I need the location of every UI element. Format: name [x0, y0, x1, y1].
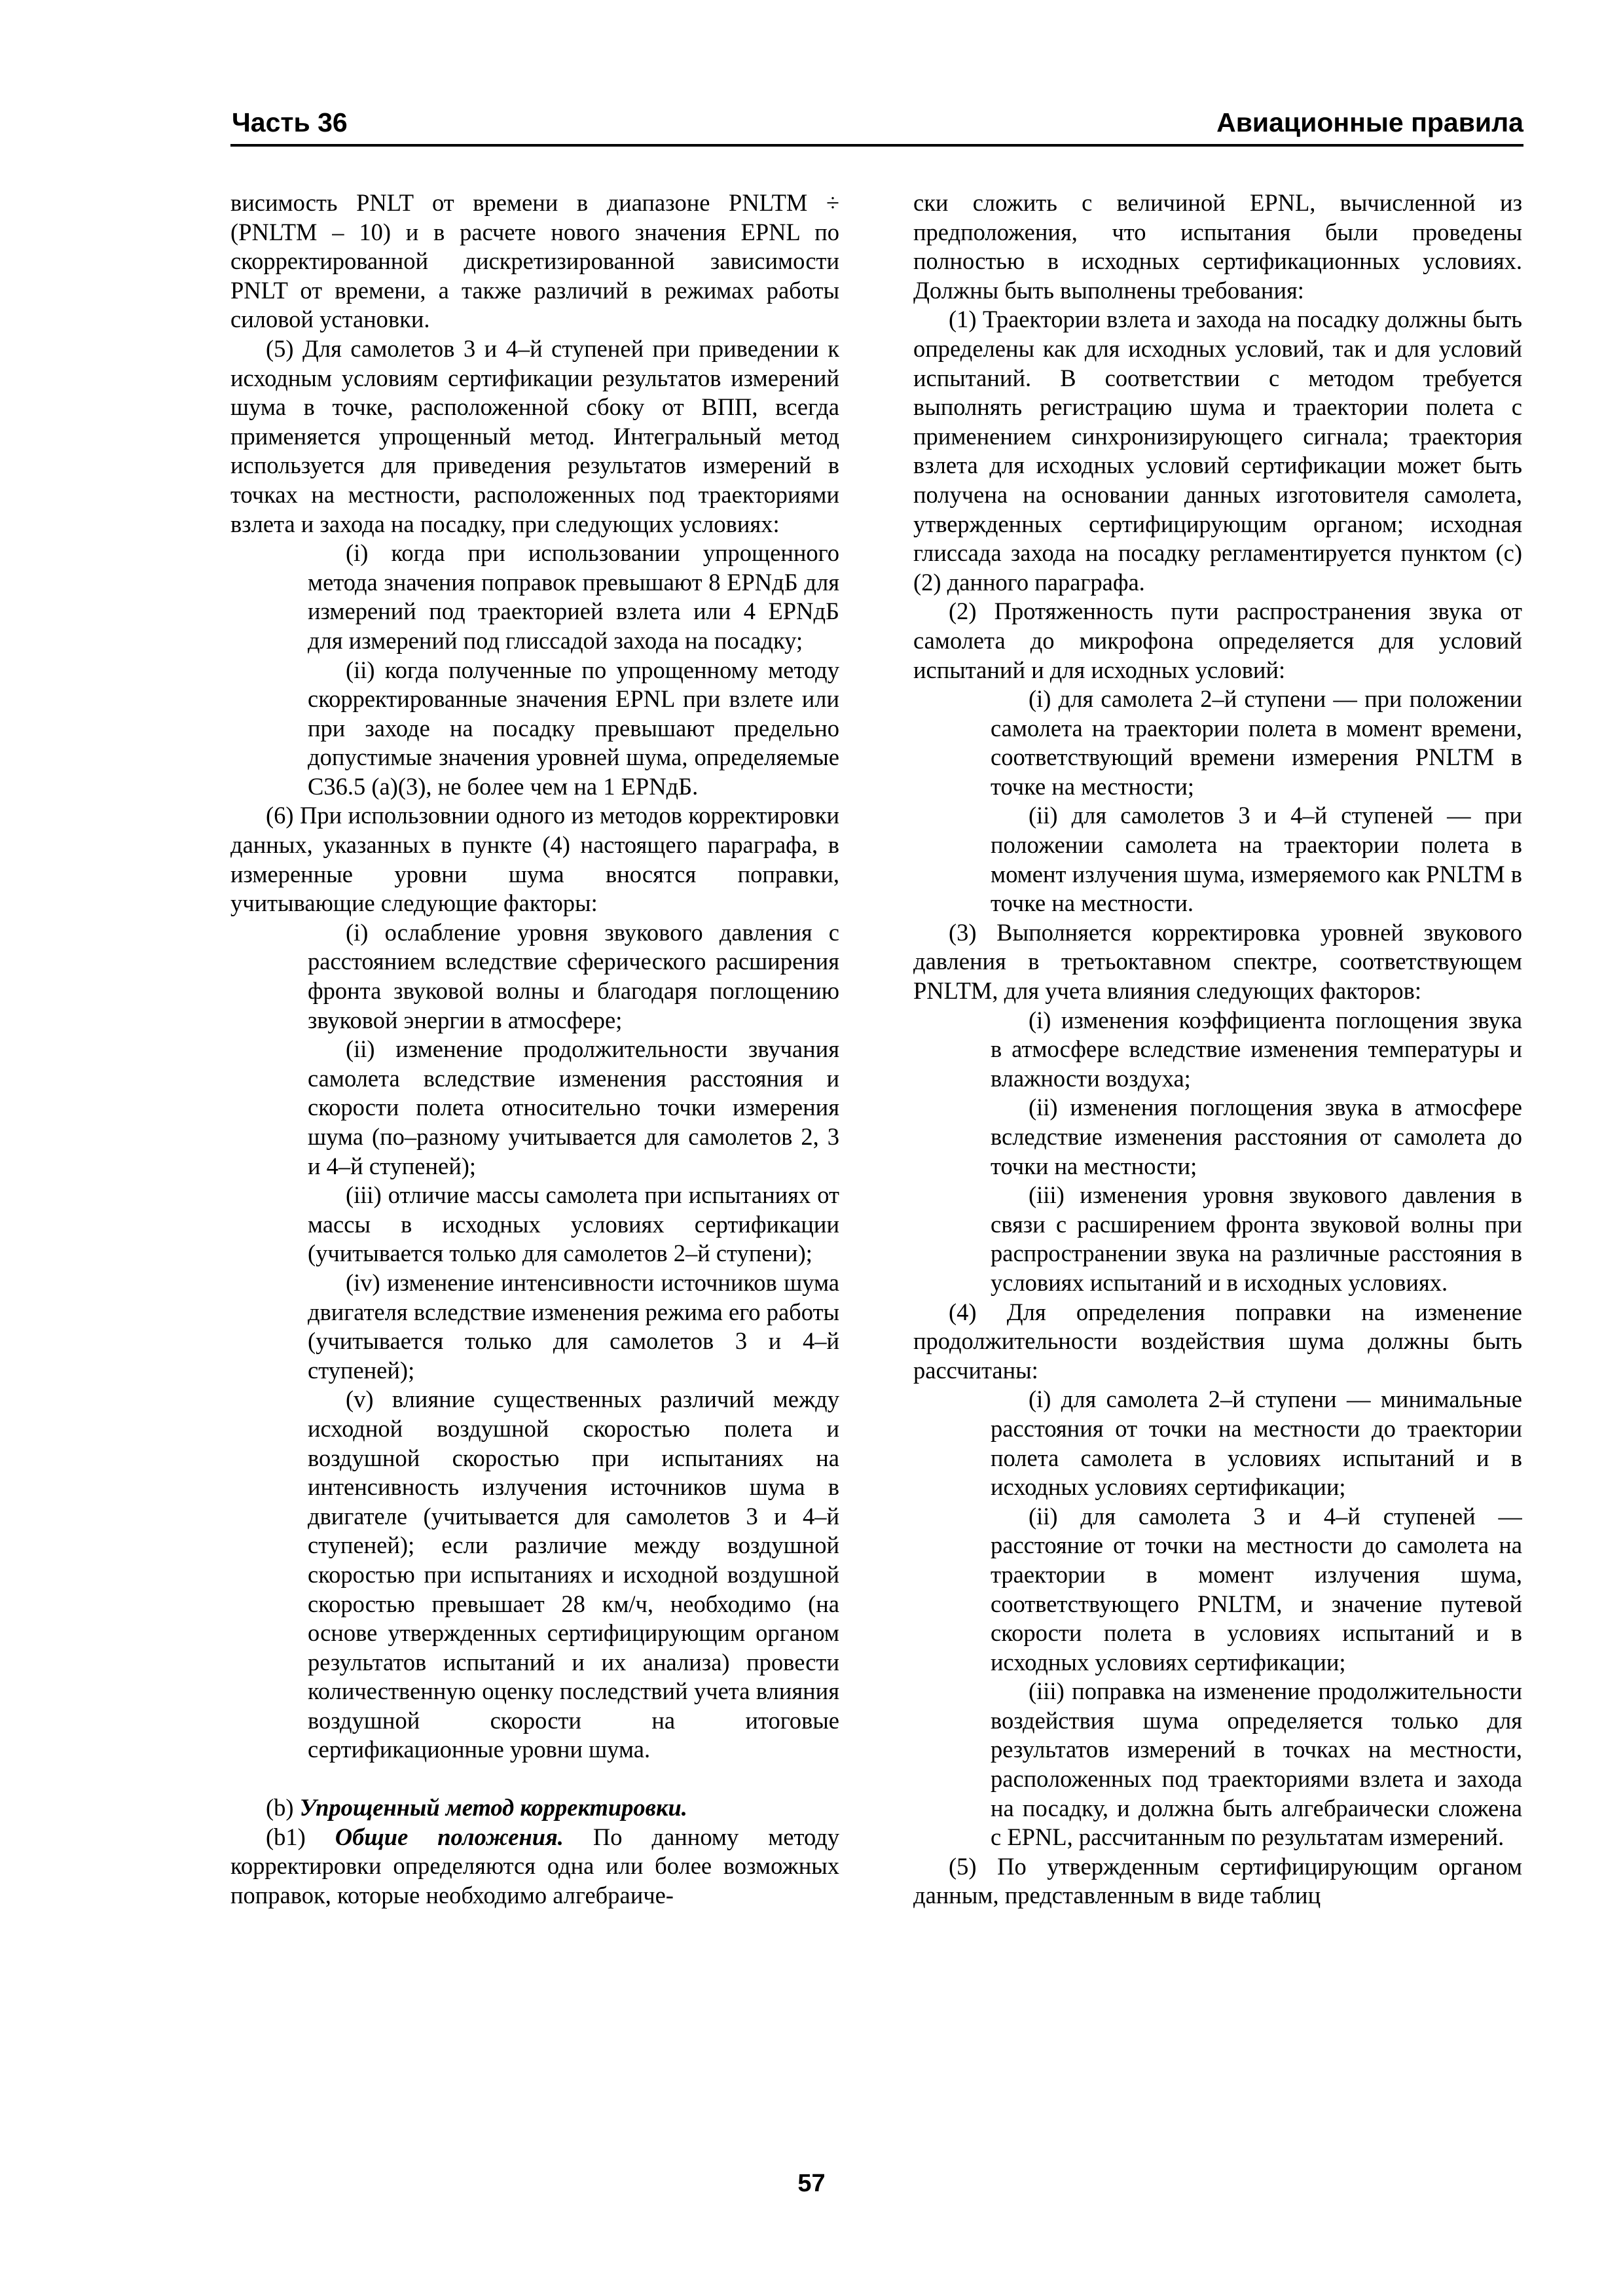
list-item: (i) для самолета 2–й ступени — при положении самолета на траектории полета в момент времени, соответствующий времени измерения PNLTM в точке на местности; — [991, 685, 1522, 800]
section-b-title: Упрощенный метод корректировки. — [299, 1794, 687, 1821]
list-item: (iv) изменение интенсивности источников шума двигателя вследствие изменения режима его работы (учитывается только для самолетов 3 и 4–й ступеней); — [308, 1268, 839, 1384]
list-item: (iii) изменения уровня звукового давления в связи с расширением фронта звуковой волны при распространении звука на различные расстояния в условиях испытаний и в исходных условиях. — [991, 1181, 1522, 1296]
left-column — [230, 188, 839, 2100]
header-title: Авиационные правила — [1216, 107, 1523, 137]
paragraph: (6) При использовнии одного из методов корректировки данных, указанных в пункте (4) настоящего параграфа, в измеренные уровни шума вносятся поправки, учитывающие следующие факторы: — [230, 802, 839, 917]
page-number: 57 — [797, 2170, 826, 2197]
right-column — [913, 188, 1522, 2100]
section-b-heading — [230, 1793, 839, 1823]
paragraph: (1) Траектории взлета и захода на посадку должны быть определены как для исходных условий, так и для условий испытаний. В соответствии с методом требуется выполнять регистрацию шума и траектории полета с применением синхронизирующего сигнала; траектория взлета для исходных условий сертификации может быть получена на основании данных изготовителя самолета, утвержденных сертифицирующим органом; исходная глиссада захода на посадку регламентируется пунктом (с)(2) данного параграфа. — [913, 306, 1522, 596]
list-item: (v) влияние существенных различий между исходной воздушной скоростью полета и воздушной скоростью при испытаниях на интенсивность излучения источников шума в двигателе (учитывается для самолетов 3 и 4–й ступеней); если различие между воздушной скоростью при испытаниях и исходной воздушной скоростью превышает 28 км/ч, необходимо (на основе утвержденных сертифицирующим органом результатов испытаний и их анализа) провести количественную оценку последствий учета влияния воздушной скорости на итоговые сертификационные уровни шума. — [308, 1386, 839, 1763]
section-b1-text: По данному методу корректировки определяются одна или более возможных поправок, которые необходимо алгебраиче- — [230, 1823, 839, 1909]
list-item: (ii) для самолетов 3 и 4–й ступеней — при положении самолета на траектории полета в момент излучения шума, измеряемого как PNLTM в точке на местности. — [991, 802, 1522, 917]
paragraph: ски сложить с величиной EPNL, вычисленной из предположения, что испытания были проведены полностью в исходных сертификационных условиях. Должны быть выполнены требования: — [913, 189, 1522, 304]
list-item: (ii) изменения поглощения звука в атмосфере вследствие изменения расстояния от самолета до точки на местности; — [991, 1094, 1522, 1179]
list-item: (i) изменения коэффициента поглощения звука в атмосфере вследствие изменения температуры и влажности воздуха; — [991, 1006, 1522, 1092]
paragraph: (4) Для определения поправки на изменение продолжительности воздействия шума должны быть рассчитаны: — [913, 1298, 1522, 1384]
running-header — [230, 106, 1523, 147]
section-b1-paragraph — [230, 1823, 839, 1910]
list-item: (ii) когда полученные по упрощенному методу скорректированные значения EPNL при взлете или при заходе на посадку превышают предельно допустимые значения уровней шума, определяемые С36.5 (a)(3), не более чем на 1 EPNдБ. — [308, 656, 839, 800]
section-b-prefix: (b) — [266, 1794, 300, 1821]
paragraph: (5) По утвержденным сертифицирующим органом данным, представленным в виде таблиц — [913, 1852, 1522, 1909]
list-item: (i) когда при использовании упрощенного метода значения поправок превышают 8 EPNдБ для измерений под траекторией взлета или 4 EPNдБ для измерений под глиссадой захода на посадку; — [308, 539, 839, 654]
section-b1-prefix: (b1) — [266, 1823, 335, 1850]
list-item: (ii) изменение продолжительности звучания самолета вследствие изменения расстояния и скорости полета относительно точки измерения шума (по–разному учитывается для самолетов 2, 3 и 4–й ступеней); — [308, 1035, 839, 1179]
paragraph: (5) Для самолетов 3 и 4–й ступеней при приведении к исходным условиям сертификации результатов измерений шума в точке, расположенной сбоку от ВПП, всегда применяется упрощенный метод. Интегральный метод используется для приведения результатов измерений в точках на местности, расположенных под траекториями взлета и захода на посадку, при следующих условиях: — [230, 334, 839, 537]
list-item: (iii) отличие массы самолета при испытаниях от массы в исходных условиях сертификации (учитывается только для самолетов 2–й ступени); — [308, 1181, 839, 1267]
list-item: (i) ослабление уровня звукового давления с расстоянием вследствие сферического расширения фронта звуковой волны и благодаря поглощению звуковой энергии в атмосфере; — [308, 918, 839, 1033]
section-b1-title: Общие положения. — [335, 1823, 564, 1850]
paragraph: (2) Протяженность пути распространения звука от самолета до микрофона определяется для условий испытаний и для исходных условий: — [913, 598, 1522, 683]
paragraph: висимость PNLT от времени в диапазоне PNLTM ÷ (PNLTM – 10) и в расчете нового значения EPNL по скорректированной дискретизированной зависимости PNLT от времени, а также различий в режимах работы силовой установки. — [230, 189, 839, 333]
list-item: (iii) поправка на изменение продолжительности воздействия шума определяется только для результатов измерений в точках на местности, расположенных под траекториями взлета и захода на посадку, и должна быть алгебраически сложена с EPNL, рассчитанным по результатам измерений. — [991, 1677, 1522, 1851]
header-part-label: Часть 36 — [232, 107, 348, 137]
paragraph: (3) Выполняется корректировка уровней звукового давления в третьоктавном спектре, соответствующем PNLTM, для учета влияния следующих факторов: — [913, 918, 1522, 1005]
list-item: (i) для самолета 2–й ступени — минимальные расстояния от точки на местности до траектории полета самолета в условиях испытаний и в исходных условиях сертификации; — [991, 1386, 1522, 1501]
list-item: (ii) для самолета 3 и 4–й ступеней — расстояние от точки на местности до самолета на траектории в момент излучения шума, соответствующего PNLTM, и значение путевой скорости полета в условиях испытаний и в исходных условиях сертификации; — [991, 1502, 1522, 1676]
